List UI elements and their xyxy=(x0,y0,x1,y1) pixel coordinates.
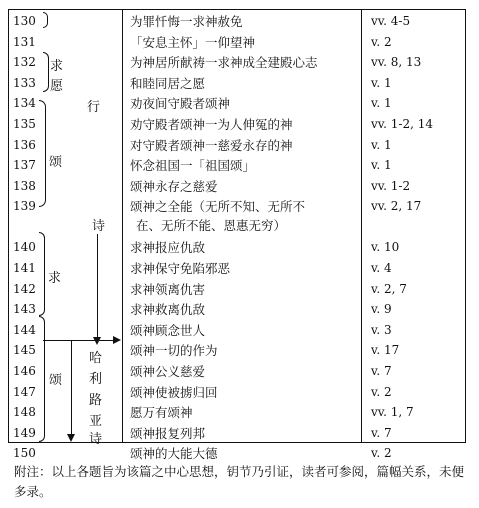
table-row xyxy=(9,32,465,53)
psalm-topic: 为神居所献祷一求神成全建殿心志 xyxy=(130,55,318,71)
brace-qiu2 xyxy=(39,232,45,316)
table-row xyxy=(9,340,465,361)
psalm-number: 149 xyxy=(13,425,36,440)
key-verse: v. 10 xyxy=(371,240,400,255)
key-verse: v. 2 xyxy=(371,384,392,399)
psalm-topic: 愿万有颂神 xyxy=(130,405,193,421)
psalm-number: 150 xyxy=(13,446,36,461)
psalm-number: 145 xyxy=(13,343,36,358)
psalm-topic: 颂神使被掳归回 xyxy=(130,384,218,400)
key-verse: vv. 4-5 xyxy=(371,14,411,28)
hallelujah-char-1: 哈 xyxy=(89,351,103,366)
psalm-topic: 颂神永存之慈爱 xyxy=(130,178,218,194)
hallelujah-char-5: 诗 xyxy=(89,432,103,447)
brace-song xyxy=(39,100,46,207)
table-row xyxy=(9,237,465,258)
key-verse: v. 1 xyxy=(371,158,392,173)
key-verse: v. 4 xyxy=(371,261,392,275)
key-verse: v. 1 xyxy=(371,75,392,90)
key-verse: v. 2, 7 xyxy=(371,281,407,296)
psalm-topic: 求神保守免陷邪恶 xyxy=(130,261,231,276)
table-row xyxy=(9,135,465,156)
psalm-number: 139 xyxy=(13,199,36,214)
psalm-number: 138 xyxy=(13,178,36,193)
table-row xyxy=(9,320,465,341)
psalm-number: 142 xyxy=(13,281,36,296)
psalm-topic: 劝守殿者颂神一为人伸冤的神 xyxy=(130,117,293,132)
table-row xyxy=(9,258,465,279)
table-row xyxy=(9,73,465,94)
table-row xyxy=(9,361,465,382)
psalm-topic: 颂神顾念世人 xyxy=(130,322,206,338)
arrow-145-head xyxy=(113,336,121,344)
group-label-xing: 行 xyxy=(87,100,101,115)
psalm-topic: 怀念祖国一「祖国颂」 xyxy=(130,158,256,174)
group-label-song: 颂 xyxy=(49,155,63,170)
table-row xyxy=(9,402,465,423)
arrow-shi-line xyxy=(97,234,98,340)
table-row xyxy=(9,93,465,114)
psalm-topic: 对守殿者颂神一慈爱永存的神 xyxy=(130,137,293,153)
psalm-topic: 颂神的大能大德 xyxy=(130,446,218,462)
psalm-topic: 求神救离仇敌 xyxy=(130,302,206,318)
psalm-topic: 为罪忏悔一求神赦免 xyxy=(130,14,243,29)
arrow-145-line xyxy=(43,340,115,341)
psalm-number: 140 xyxy=(13,240,36,255)
key-verse: vv. 1-2, 14 xyxy=(371,117,433,131)
psalm-topic: 求神报应仇敌 xyxy=(130,240,206,256)
footnote: 附注：以上各题旨为该篇之中心思想，钥节乃引证，读者可参阅，篇幅关系，未便多录。 xyxy=(14,464,465,499)
arrow-hallelujah-line xyxy=(71,340,72,438)
key-verse: v. 7 xyxy=(371,364,392,378)
arrow-shi-head xyxy=(93,337,101,345)
key-verse: v. 1 xyxy=(371,137,392,152)
psalm-topic: 求神领离仇害 xyxy=(130,281,206,297)
key-verse: vv. 8, 13 xyxy=(371,55,422,70)
table-row xyxy=(9,176,465,197)
psalm-topic: 颂神报复列邦 xyxy=(130,425,206,441)
key-verse: vv. 1, 7 xyxy=(371,405,414,420)
psalm-number: 136 xyxy=(13,137,36,152)
psalm-number: 132 xyxy=(13,55,36,70)
table-row xyxy=(9,299,465,320)
hallelujah-char-4: 亚 xyxy=(89,414,103,429)
psalm-number: 148 xyxy=(13,405,36,420)
psalm-topic: 和睦同居之愿 xyxy=(130,75,206,91)
table-row xyxy=(9,114,465,135)
table-row xyxy=(9,196,465,234)
group-label-qiu2: 求 xyxy=(48,271,62,286)
key-verse: v. 3 xyxy=(371,322,392,337)
psalm-number: 133 xyxy=(13,75,36,90)
key-verse: vv. 2, 17 xyxy=(371,199,422,214)
arrow-hallelujah-head xyxy=(67,434,75,442)
psalm-topic: 颂神之全能（无所不知、无所不 xyxy=(130,199,306,215)
table-row xyxy=(9,52,465,73)
table-row xyxy=(9,423,465,444)
psalm-topic: 劝夜间守殿者颂神 xyxy=(130,96,231,112)
key-verse: v. 1 xyxy=(371,96,392,111)
psalm-topic-continuation: 在、无所不能、恩惠无穷） xyxy=(136,218,287,234)
group-label-shi: 诗 xyxy=(92,219,106,234)
key-verse: v. 9 xyxy=(371,302,392,317)
psalm-number: 143 xyxy=(13,302,36,317)
psalm-number: 130 xyxy=(13,14,36,28)
key-verse: v. 2 xyxy=(371,446,392,461)
group-label-song2: 颂 xyxy=(49,373,63,388)
psalm-number: 134 xyxy=(13,96,36,111)
brace-qiu xyxy=(43,52,49,92)
brace-song2 xyxy=(39,316,45,442)
table-row xyxy=(9,155,465,176)
psalm-number: 135 xyxy=(13,117,36,131)
psalm-number: 141 xyxy=(13,261,36,275)
psalm-topic: 颂神公义慈爱 xyxy=(130,364,206,379)
brace-130 xyxy=(43,12,48,28)
table-row xyxy=(9,11,465,32)
psalm-topic: 颂神一切的作为 xyxy=(130,343,218,359)
psalm-number: 144 xyxy=(13,322,36,337)
hallelujah-char-2: 利 xyxy=(89,372,103,387)
psalm-number: 131 xyxy=(13,34,36,49)
psalm-topic: 「安息主怀」一仰望神 xyxy=(130,34,256,50)
psalm-number: 146 xyxy=(13,364,36,378)
key-verse: vv. 1-2 xyxy=(371,178,411,193)
group-label-qiu: 求 xyxy=(50,59,64,74)
psalm-number: 137 xyxy=(13,158,36,173)
key-verse: v. 17 xyxy=(371,343,400,358)
key-verse: v. 2 xyxy=(371,34,392,49)
table-row xyxy=(9,382,465,403)
group-label-yuan: 愿 xyxy=(50,79,64,94)
psalm-number: 147 xyxy=(13,384,36,399)
key-verse: v. 7 xyxy=(371,425,392,440)
table-row xyxy=(9,279,465,300)
hallelujah-char-3: 路 xyxy=(89,393,103,408)
psalm-outline-table xyxy=(8,9,466,462)
